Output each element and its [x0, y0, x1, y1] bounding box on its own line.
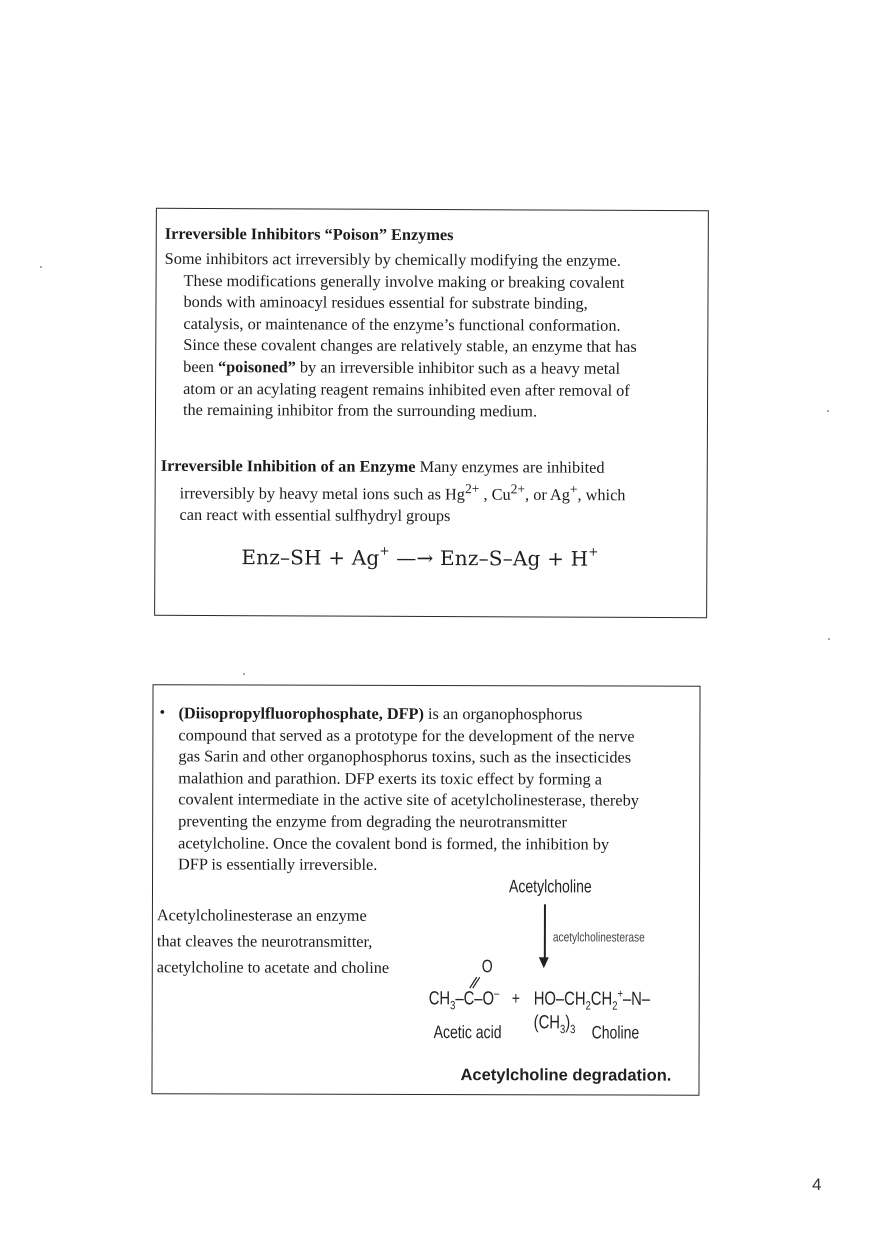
scan-speck — [827, 410, 829, 412]
hg-charge: 2+ — [464, 480, 480, 496]
dfp-line: preventing the enzyme from degrading the neurotransmitter — [178, 811, 568, 832]
arrow-down-icon — [539, 957, 549, 968]
dfp-line: gas Sarin and other organophosphorus toxins, such as the insecticides — [178, 746, 632, 767]
ch2-subscript: 2 — [612, 998, 618, 1013]
acetate-charge: – — [494, 986, 500, 1001]
dfp-bullet — [159, 702, 699, 876]
diagram-caption: Acetylcholine degradation. — [460, 1066, 672, 1085]
description-line: that cleaves the neurotransmitter, — [156, 931, 373, 951]
slide1-title: Irreversible Inhibitors “Poison” Enzymes — [164, 223, 454, 245]
nitrogen-charge: + — [617, 986, 623, 1001]
slide1-body — [164, 248, 705, 423]
carbonyl-oxygen: O — [481, 956, 493, 977]
trimethylamine: –N–(CH — [533, 988, 651, 1034]
slide1-body-line: These modifications generally involve making or breaking covalent — [183, 270, 625, 292]
ions-post: , which — [577, 484, 626, 504]
heavy-metals-lead — [161, 455, 701, 479]
paren-close: ) — [565, 1012, 571, 1034]
ch2: CH — [590, 988, 613, 1010]
reactant-label: Acetylcholine — [508, 876, 592, 897]
poisoned-word: “poisoned” — [217, 357, 296, 377]
acetic-acid-label: Acetic acid — [433, 1022, 502, 1043]
eq-left: Enz–SH + Ag — [241, 545, 380, 570]
section-heading: Irreversible Inhibition of an Enzyme — [160, 455, 416, 476]
scan-speck — [243, 673, 245, 675]
plus-sign: + — [511, 988, 520, 1009]
carboxylate: –C–O — [455, 988, 495, 1010]
slide1-section-heavy-metals — [161, 455, 701, 528]
page-number: 4 — [812, 1175, 822, 1194]
slide1-body-line: catalysis, or maintenance of the enzyme’s functional conformation. — [183, 313, 621, 335]
scan-speck — [40, 266, 42, 268]
ch3-subscript: 3 — [450, 998, 456, 1013]
ho-ch2: HO–CH — [533, 988, 586, 1010]
description-line: Acetylcholinesterase an enzyme — [156, 905, 367, 925]
description-line: acetylcholine to acetate and choline — [156, 957, 390, 977]
heavy-metals-line: can react with essential sulfhydryl groups — [179, 504, 451, 525]
heavy-metals-line — [161, 476, 701, 505]
poisoned-post: by an irreversible inhibitor such as a heavy metal — [295, 357, 621, 378]
slide1-body-line: bonds with aminoacyl residues essential for substrate binding, — [183, 292, 588, 313]
slide1-body-line: the remaining inhibitor from the surrounding medium. — [182, 400, 538, 421]
ag-charge: + — [569, 481, 578, 497]
ch3-group: CH — [428, 988, 451, 1010]
ch2-subscript: 2 — [585, 998, 591, 1013]
methyl-subscript: 3 — [559, 1022, 566, 1037]
methyl-count: 3 — [570, 1022, 576, 1037]
enzyme-label: acetylcholinesterase — [552, 929, 645, 945]
slide1-body-line-poisoned — [164, 356, 704, 380]
eq-left-charge: + — [379, 544, 390, 559]
slide1-body-line: Since these covalent changes are relatively stable, an enzyme that has — [183, 335, 637, 357]
sep-cu: , Cu — [479, 484, 511, 504]
dfp-first-text: is an organophosphorus — [423, 703, 583, 724]
section-heading-text: Many enzymes are inhibited — [415, 456, 605, 477]
slide-irreversible-inhibitors — [154, 208, 709, 618]
dfp-bold: (Diisopropylfluorophosphate, DFP) — [178, 703, 424, 723]
dfp-line: malathion and parathion. DFP exerts its toxic effect by forming a — [178, 768, 602, 789]
choline-label: Choline — [591, 1022, 640, 1043]
dfp-first-line — [159, 702, 699, 725]
sep-ag: , or Ag — [525, 484, 570, 504]
silver-reaction-equation — [241, 545, 598, 571]
poisoned-pre: been — [183, 356, 219, 377]
scan-speck — [828, 638, 830, 640]
eq-arrow: —→ — [389, 545, 441, 571]
acetylcholinesterase-description — [157, 902, 427, 981]
dfp-line: DFP is essentially irreversible. — [178, 854, 378, 875]
eq-right: Enz–S–Ag + H — [439, 546, 589, 571]
reaction-arrow-shaft — [544, 904, 546, 959]
ions-text: irreversibly by heavy metal ions such as Hg — [179, 482, 466, 504]
bullet-icon: • — [159, 704, 166, 722]
acetate-formula — [429, 986, 500, 1012]
dfp-line: acetylcholine. Once the covalent bond is formed, the inhibition by — [178, 832, 610, 854]
cu-charge: 2+ — [510, 480, 526, 497]
dfp-line: compound that served as a prototype for the development of the nerve — [178, 724, 635, 746]
slide1-body-line: atom or an acylating reagent remains inhibited even after removal of — [183, 378, 630, 400]
dfp-line: covalent intermediate in the active site of acetylcholinesterase, thereby — [178, 789, 639, 810]
slide-dfp — [151, 684, 700, 1095]
eq-right-charge: + — [588, 545, 599, 560]
slide1-body-lead: Some inhibitors act irreversibly by chemically modifying the enzyme. — [164, 248, 621, 270]
